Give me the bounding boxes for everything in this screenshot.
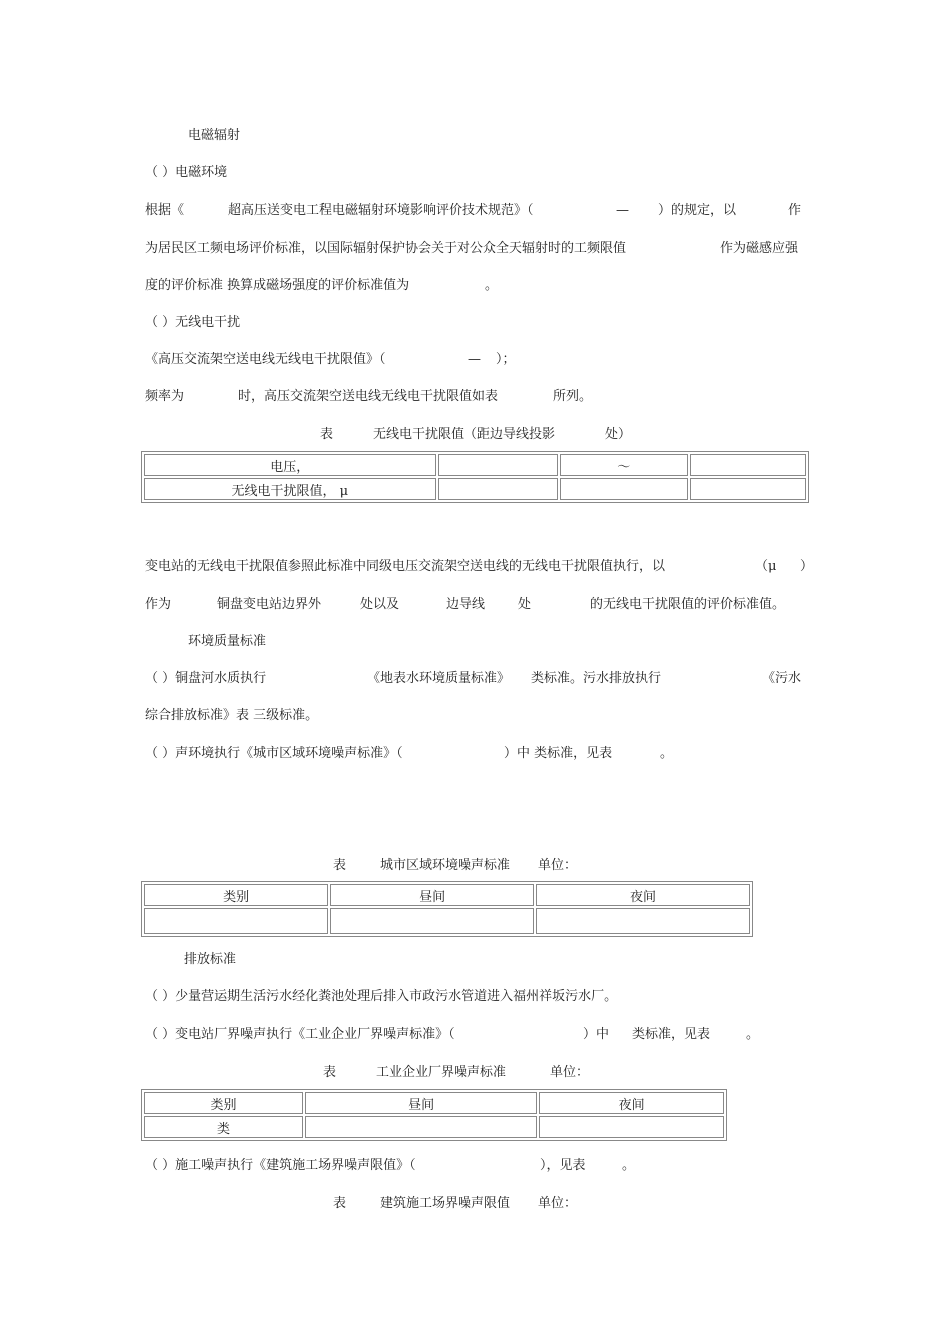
table-row bbox=[144, 908, 750, 934]
table-header-cell: 夜间 bbox=[539, 1092, 724, 1114]
paragraph-text: 变电站的无线电干扰限值参照此标准中同级电压交流架空送电线的无线电干扰限值执行，以 bbox=[145, 559, 666, 574]
table-caption-suffix: 单位： bbox=[550, 1065, 590, 1080]
paragraph-text: — bbox=[616, 203, 629, 218]
section-title-environment-quality: 环境质量标准 bbox=[188, 634, 267, 649]
paragraph-text: ）中 bbox=[583, 1027, 610, 1042]
table-caption-label: 表 bbox=[323, 1065, 337, 1080]
table-header-cell: 昼间 bbox=[330, 884, 534, 906]
paragraph-text: 作为 bbox=[145, 597, 172, 612]
table-caption-suffix: 处） bbox=[605, 427, 632, 442]
paragraph-text: ）； bbox=[496, 352, 516, 367]
paragraph-text: 度的评价标准 换算成磁场强度的评价标准值为 bbox=[145, 278, 410, 293]
paragraph-text: 《地表水环境质量标准》 bbox=[367, 671, 511, 686]
table-header-cell: 昼间 bbox=[305, 1092, 537, 1114]
table-cell: 无线电干扰限值， μ bbox=[144, 478, 436, 500]
table-header-row bbox=[144, 884, 750, 906]
table-caption-title: 城市区域环境噪声标准 bbox=[380, 858, 511, 873]
paragraph-text: 为居民区工频电场评价标准，以国际辐射保护协会关于对公众全天辐射时的工频限值 bbox=[145, 241, 627, 256]
paragraph-text: 根据《 bbox=[145, 203, 185, 218]
paragraph-text: 《污水 bbox=[762, 671, 802, 686]
paragraph-text: 类标准，见表 bbox=[632, 1027, 711, 1042]
table-caption-title: 建筑施工场界噪声限值 bbox=[380, 1196, 511, 1211]
table-cell: 电压， bbox=[144, 454, 436, 476]
table-cell bbox=[438, 478, 558, 500]
paragraph-text: ） bbox=[800, 559, 814, 574]
table-caption-label: 表 bbox=[320, 427, 334, 442]
table-cell bbox=[560, 478, 688, 500]
table-cell bbox=[690, 454, 806, 476]
paragraph-text: 铜盘变电站边界外 bbox=[217, 597, 322, 612]
table-cell bbox=[536, 908, 750, 934]
table-cell bbox=[438, 454, 558, 476]
paragraph-text: （ ）铜盘河水质执行 bbox=[145, 671, 267, 686]
table-caption-label: 表 bbox=[333, 858, 347, 873]
paragraph-text: 。 bbox=[660, 746, 674, 761]
paragraph-text: 。 bbox=[485, 278, 499, 293]
paragraph-text: 作 bbox=[788, 203, 802, 218]
paragraph-text: 处以及 bbox=[360, 597, 400, 612]
table-caption-suffix: 单位： bbox=[538, 1196, 578, 1211]
table-row bbox=[144, 1116, 724, 1138]
paragraph-text: 处 bbox=[518, 597, 532, 612]
paragraph-text: 频率为 bbox=[145, 389, 185, 404]
paragraph-text: 。 bbox=[746, 1027, 760, 1042]
paragraph-text: （μ bbox=[755, 559, 777, 574]
table-cell: 类 bbox=[144, 1116, 303, 1138]
table-caption-suffix: 单位： bbox=[538, 858, 578, 873]
subsection-radio-interference: （ ）无线电干扰 bbox=[145, 315, 241, 330]
table-caption-title: 无线电干扰限值（距边导线投影 bbox=[373, 427, 556, 442]
paragraph-text: （ ）变电站厂界噪声执行《工业企业厂界噪声标准》（ bbox=[145, 1027, 455, 1042]
table-header-cell: 类别 bbox=[144, 1092, 303, 1114]
table-caption-title: 工业企业厂界噪声标准 bbox=[376, 1065, 507, 1080]
paragraph-text: ）中 类标准，见表 bbox=[504, 746, 613, 761]
paragraph-text: 超高压送变电工程电磁辐射环境影响评价技术规范》（ bbox=[228, 203, 534, 218]
subsection-electromagnetic-environment: （ ）电磁环境 bbox=[145, 165, 228, 180]
table-row bbox=[144, 454, 806, 476]
table-header-cell: 类别 bbox=[144, 884, 328, 906]
urban-noise-table bbox=[141, 881, 753, 937]
table-cell bbox=[690, 478, 806, 500]
table-cell bbox=[539, 1116, 724, 1138]
table-cell bbox=[330, 908, 534, 934]
paragraph-text: ），见表 bbox=[540, 1158, 586, 1173]
table-header-row bbox=[144, 1092, 724, 1114]
table-cell bbox=[144, 908, 328, 934]
paragraph-text: 作为磁感应强 bbox=[720, 241, 799, 256]
paragraph-text: 《高压交流架空送电线无线电干扰限值》（ bbox=[145, 352, 386, 367]
paragraph-text: — bbox=[468, 352, 481, 367]
paragraph-text: （ ）施工噪声执行《建筑施工场界噪声限值》（ bbox=[145, 1158, 416, 1173]
table-caption-label: 表 bbox=[333, 1196, 347, 1211]
table-header-cell: 夜间 bbox=[536, 884, 750, 906]
table-cell bbox=[305, 1116, 537, 1138]
paragraph-text: 综合排放标准》表 三级标准。 bbox=[145, 708, 319, 723]
paragraph-text: 时，高压交流架空送电线无线电干扰限值如表 bbox=[238, 389, 499, 404]
paragraph-text: 的无线电干扰限值的评价标准值。 bbox=[590, 597, 786, 612]
paragraph-text: 类标准。污水排放执行 bbox=[531, 671, 662, 686]
section-title-electromagnetic: 电磁辐射 bbox=[188, 128, 241, 143]
paragraph-text: 所列。 bbox=[553, 389, 593, 404]
paragraph-text: 边导线 bbox=[446, 597, 486, 612]
radio-interference-table bbox=[141, 451, 809, 503]
industrial-noise-table bbox=[141, 1089, 727, 1141]
section-title-discharge-standards: 排放标准 bbox=[184, 952, 237, 967]
paragraph-text: 。 bbox=[622, 1158, 636, 1173]
table-cell: ～ bbox=[560, 454, 688, 476]
table-row bbox=[144, 478, 806, 500]
paragraph-text: （ ）声环境执行《城市区域环境噪声标准》（ bbox=[145, 746, 403, 761]
paragraph-text: （ ）少量营运期生活污水经化粪池处理后排入市政污水管道进入福州祥坂污水厂。 bbox=[145, 989, 618, 1004]
paragraph-text: ）的规定，以 bbox=[658, 203, 737, 218]
